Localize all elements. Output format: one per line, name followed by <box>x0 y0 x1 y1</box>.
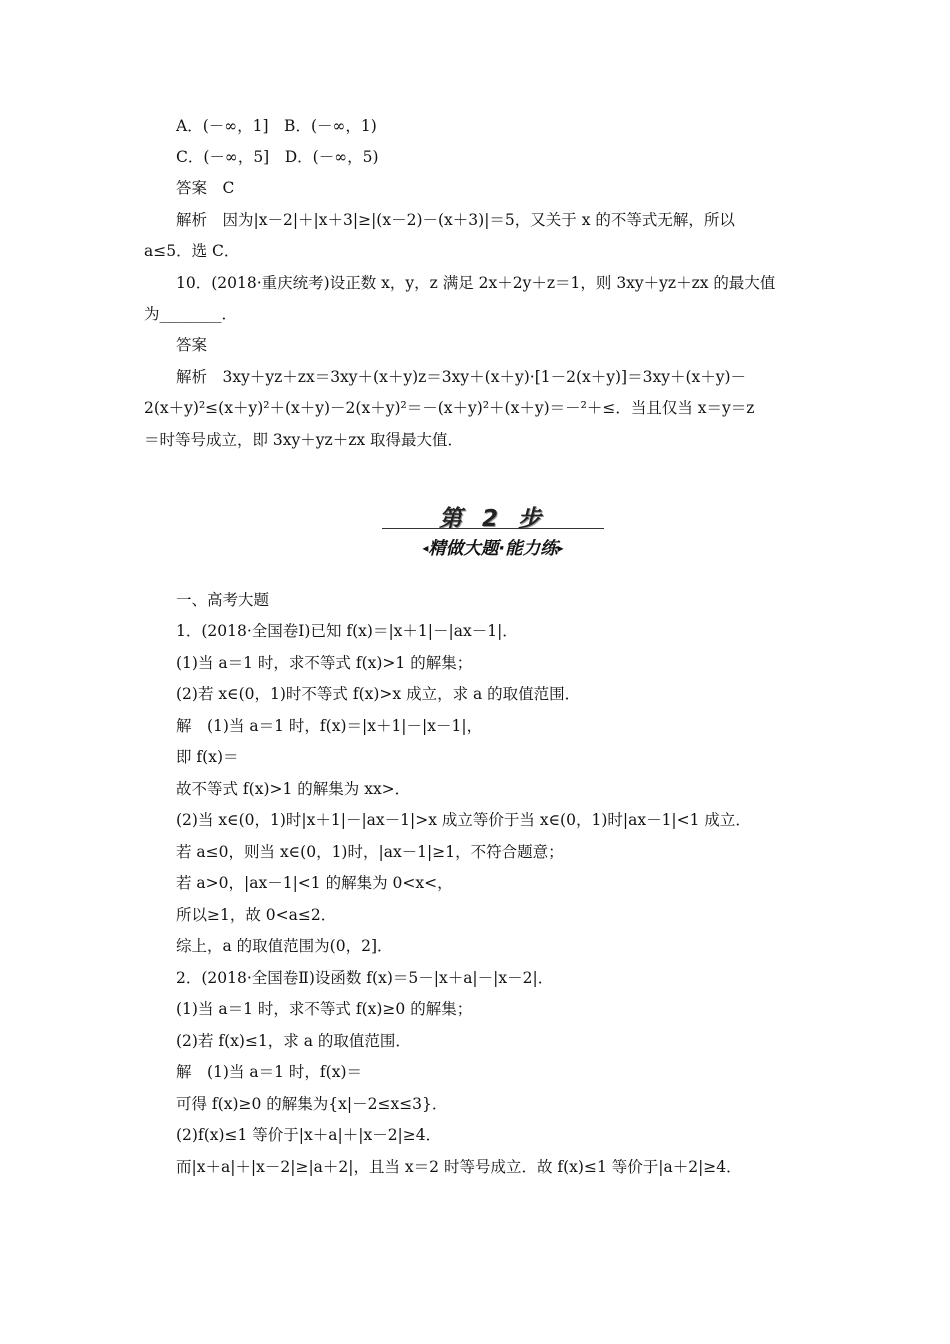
text-line: 所以≥1，故 0<a≤2． <box>176 906 337 924</box>
text-line: (2)若 f(x)≤1，求 a 的取值范围． <box>176 1032 411 1050</box>
text-line: 故不等式 f(x)>1 的解集为 xx>． <box>176 780 411 798</box>
text-line: 解析 3xy＋yz＋zx＝3xy＋(x＋y)z＝3xy＋(x＋y)·[1－2(x＋y)]＝3xy＋(x＋y)－ <box>176 368 747 386</box>
banner-title: 第 2 步 <box>438 506 548 532</box>
text-line: 为________． <box>144 305 238 323</box>
text-line: 而|x＋a|＋|x－2|≥|a＋2|，且当 x＝2 时等号成立．故 f(x)≤1 等价于|a＋2|≥4． <box>176 1158 742 1176</box>
text-line: 可得 f(x)≥0 的解集为{x|－2≤x≤3}． <box>176 1095 448 1113</box>
banner-subtitle-text: 精做大题·能力练 <box>428 539 558 559</box>
text-line: 答案 <box>176 336 208 354</box>
text-line: 1．(2018·全国卷Ⅰ)已知 f(x)＝|x＋1|－|ax－1|． <box>176 622 518 640</box>
text-line: 解 (1)当 a＝1 时，f(x)＝|x＋1|－|x－1|， <box>176 717 483 735</box>
text-line: 若 a≤0，则当 x∈(0，1)时，|ax－1|≥1，不符合题意； <box>176 843 564 861</box>
banner-subtitle <box>382 535 604 560</box>
text-line: (1)当 a＝1 时，求不等式 f(x)>1 的解集； <box>176 654 473 672</box>
text-line: (2)f(x)≤1 等价于|x＋a|＋|x－2|≥4． <box>176 1126 442 1144</box>
text-line: 若 a>0，|ax－1|<1 的解集为 0<x<， <box>176 874 453 892</box>
banner-divider <box>382 528 604 529</box>
text-line: A．(－∞，1] B．(－∞，1) <box>176 117 377 135</box>
text-line: 综上，a 的取值范围为(0，2]． <box>176 937 393 955</box>
text-line: a≤5．选 C． <box>144 242 240 260</box>
text-line: 解析 因为|x－2|＋|x＋3|≥|(x－2)－(x＋3)|＝5，又关于 x 的不等式无解，所以 <box>176 211 735 229</box>
text-line: 2(x＋y)²≤(x＋y)²＋(x＋y)－2(x＋y)²＝－(x＋y)²＋(x＋y)＝－²＋≤．当且仅当 x＝y＝z <box>144 399 755 417</box>
text-line: C．(－∞，5] D．(－∞，5) <box>176 148 379 166</box>
text-line: ＝时等号成立，即 3xy＋yz＋zx 取得最大值． <box>144 431 464 449</box>
text-line: (1)当 a＝1 时，求不等式 f(x)≥0 的解集； <box>176 1000 473 1018</box>
left-arrow-icon: ◂ <box>422 541 429 555</box>
text-line: 2．(2018·全国卷Ⅱ)设函数 f(x)＝5－|x＋a|－|x－2|． <box>176 969 554 987</box>
text-line: 即 f(x)＝ <box>176 748 239 766</box>
section-banner <box>382 498 604 564</box>
right-arrow-icon: ▸ <box>557 541 564 555</box>
text-line: 答案 C <box>176 179 235 197</box>
text-line: 解 (1)当 a＝1 时，f(x)＝ <box>176 1063 362 1081</box>
text-line: (2)若 x∈(0，1)时不等式 f(x)>x 成立，求 a 的取值范围． <box>176 685 581 703</box>
text-line: (2)当 x∈(0，1)时|x＋1|－|ax－1|>x 成立等价于当 x∈(0，1)时|ax－1|<1 成立． <box>176 811 751 829</box>
text-line: 一、高考大题 <box>176 591 270 609</box>
text-line: 10．(2018·重庆统考)设正数 x，y，z 满足 2x＋2y＋z＝1，则 3xy＋yz＋zx 的最大值 <box>176 274 776 292</box>
